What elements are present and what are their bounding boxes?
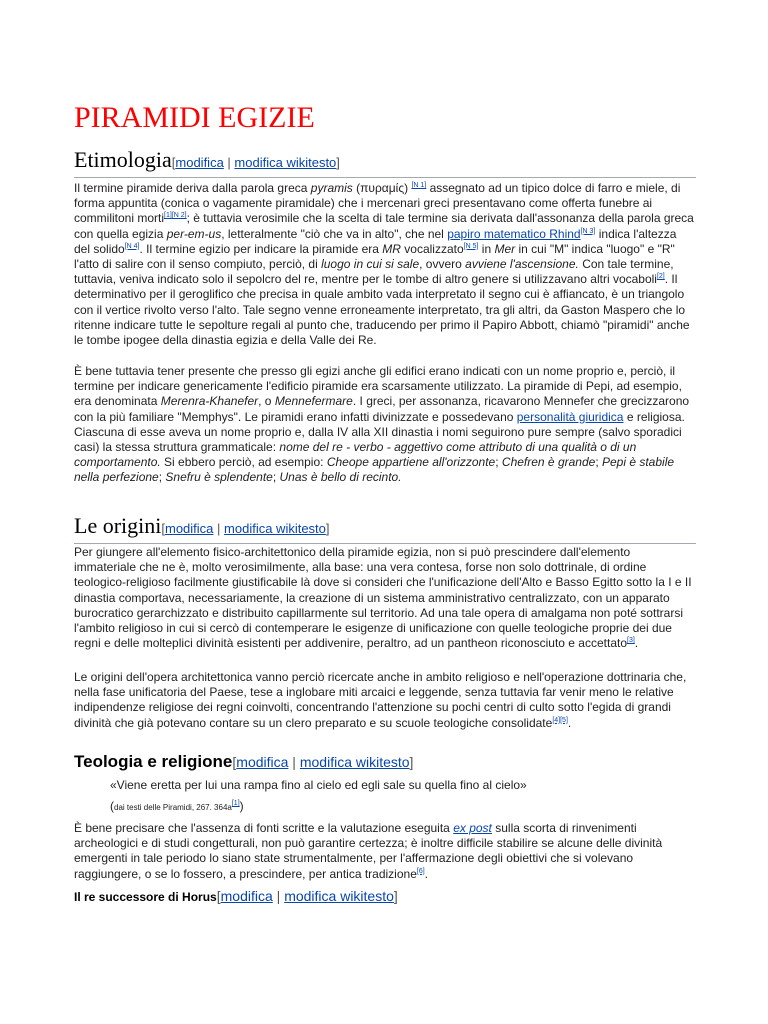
quote-source: (dai testi delle Piramidi, 267. 364a[1]) [110, 799, 244, 813]
citation-ref[interactable]: [2] [656, 273, 665, 281]
edit-links: [modifica | modifica wikitesto] [216, 888, 398, 904]
heading-text: Le origini [74, 513, 162, 538]
page-title: PIRAMIDI EGIZIE [74, 101, 315, 134]
edit-link[interactable]: modifica [220, 888, 273, 904]
note-ref[interactable]: [N 4] [124, 242, 140, 250]
edit-source-link[interactable]: modifica wikitesto [284, 888, 394, 904]
edit-source-link[interactable]: modifica wikitesto [299, 754, 410, 770]
section-heading-horus [74, 886, 398, 907]
citation-ref[interactable]: [4] [552, 716, 561, 724]
section-heading-teologia [74, 751, 413, 773]
citation-ref[interactable]: [3] [627, 637, 635, 645]
edit-links: [modifica | modifica wikitesto] [171, 155, 340, 170]
edit-links: [modifica | modifica wikitesto] [232, 754, 414, 770]
edit-links: [modifica | modifica wikitesto] [161, 521, 330, 536]
edit-link[interactable]: modifica [175, 155, 224, 170]
paragraph-etimologia-2: È bene tuttavia tener presente che presso gli egizi anche gli edifici erano indicati con un nome proprio e, perciò, il termine per indicare genericamente l'edificio piramide era scarsamente utilizzato. La piramide di Pepi, ad esempio, era denominata Merenra-Khanefer, o Mennefermare. I greci, per assonanza, ricavarono Mennefer che grecizzarono con la più familiare "Memphys". Le piramidi erano infatti divinizzate e possedevano personalità giuridica e religiosa. Ciascuna di esse aveva un nome proprio e, dalla IV alla XII dinastia i nomi seguirono pure sempre (salvo sporadici casi) la stessa struttura grammaticale: nome del re - verbo - aggettivo come attributo di una qualità o di un comportamento. Si ebbero perciò, ad esempio: Cheope appartiene all'orizzonte; Chefren è grande; Pepi è stabile nella perfezione; Snefru è splendente; Unas è bello di recinto. [74, 364, 690, 485]
section-heading-etimologia [74, 146, 696, 178]
edit-source-link[interactable]: modifica wikitesto [224, 521, 326, 536]
link-personalita-giuridica[interactable]: personalità giuridica [516, 409, 624, 424]
heading-text: Teologia e religione [74, 752, 233, 771]
paragraph-origini-1: Per giungere all'elemento fisico-architettonico della piramide egizia, non si può prescindere dall'elemento immateriale che ne è, molto verosimilmente, alla base: una vera contesa, forse non solo dottrinale, di ordine teologico-religioso facilmente giustificabile là dove si consideri che l'unificazione dell'Alto e Basso Egitto sotto la I e II dinastia comportava, necessariamente, la creazione di un sistema amministrativo centralizzato, con un apparato burocratico gerarchizzato e distribuito capillarmente sul territorio. Ad una tale opera di amalgama non poté sottrarsi l'ambito religioso in cui si cercò di contemperare le esigenze di unificazione con quelle teologiche proprie dei due regni e delle molteplici divinità esistenti per addivenire, peraltro, ad un pantheon riconosciuto e accettato[3]. [74, 545, 692, 651]
paragraph-etimologia-1: Il termine piramide deriva dalla parola greca pyramis (πυραμίς) [N 1] assegnato ad un tipico dolce di farro e miele, di forma appuntita (conica o vagamente piramidale) che i mercenari greci presentavano come offerta funebre ai commilitoni morti[1][N 2]; è tuttavia verosimile che la scelta di tale termine sia derivata dall'assonanza della parola greca con quella egizia per-em-us, letteralmente "ciò che va in alto", che nel papiro matematico Rhind[N 3] indica l'altezza del solido[N 4]. Il termine egizio per indicare la piramide era MR vocalizzato[N 5] in Mer in cui "M" indica "luogo" e "R" l'atto di salire con il senso compiuto, perciò, di luogo in cui si sale, ovvero avviene l'ascensione. Con tale termine, tuttavia, veniva indicato solo il sepolcro del re, mentre per le tombe di altro genere si utilizzavano altri vocaboli[2]. Il determinativo per il geroglifico che precisa in quale ambito vada interpretato il segno cui è affiancato, è un triangolo con il vertice rivolto verso l'alto. Tale segno venne erroneamente interpretato, tra gli altri, da Gaston Maspero che lo ritenne indicare tutte le sepolture regali al punto che, traducendo per primo il Papiro Abbott, chiamò "piramidi" anche le tombe ipogee della dinastia egizia e della Valle dei Re. [74, 181, 694, 348]
edit-source-link[interactable]: modifica wikitesto [234, 155, 337, 170]
heading-text: Il re successore di Horus [74, 890, 217, 904]
edit-link[interactable]: modifica [236, 754, 289, 770]
note-ref[interactable]: [N 3] [580, 227, 596, 235]
note-ref[interactable]: [N 5] [463, 242, 479, 250]
edit-link[interactable]: modifica [165, 521, 214, 536]
heading-text: Etimologia [74, 147, 172, 172]
paragraph-teologia-1: È bene precisare che l'assenza di fonti scritte e la valutazione eseguita ex post sulla scorta di rinvenimenti archeologici e di studi congetturali, non può garantire certezza; è inoltre difficile stabilire se alcune delle divinità emergenti in tale periodo lo siano state strumentalmente, per l'affermazione degli obiettivi che si volevano raggiungere, o se lo fossero, a prescindere, per antica tradizione[6]. [74, 821, 663, 881]
citation-ref[interactable]: [6] [416, 867, 425, 875]
citation-ref[interactable]: [5] [560, 716, 568, 724]
section-heading-origini [74, 512, 696, 544]
citation-ref[interactable]: [1] [231, 800, 240, 807]
blockquote: «Viene eretta per lui una rampa fino al cielo ed egli sale su quella fino al cielo» [110, 778, 527, 792]
link-ex-post[interactable]: ex post [453, 821, 492, 835]
note-ref[interactable]: [N 2] [171, 212, 187, 220]
link-papiro-rhind[interactable]: papiro matematico Rhind [447, 226, 581, 241]
note-ref[interactable]: [N 1] [411, 182, 427, 189]
citation-ref[interactable]: [1] [164, 212, 172, 220]
paragraph-origini-2: Le origini dell'opera architettonica vanno perciò ricercate anche in ambito religioso e nell'operazione dottrinaria che, nella fase unificatoria del Paese, tese a inglobare miti arcaici e leggende, senza tuttavia far venir meno le relative indipendenze religiose dei regni coinvolti, concentrando l'attenzione su pochi centri di culto sotto l'egida di grandi divinità che già potevano contare su un clero preparato e su scuole teologiche consolidate[4][5]. [74, 670, 687, 730]
